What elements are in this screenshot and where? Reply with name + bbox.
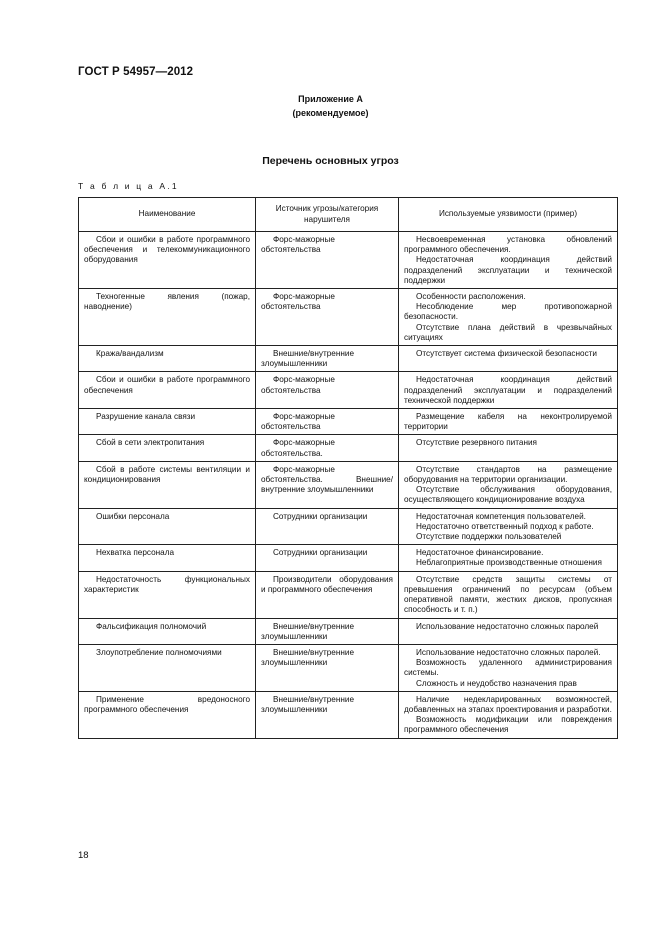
vulnerabilities-cell xyxy=(399,644,618,691)
threat-source-cell: Внешние/внутренние злоумышленники xyxy=(256,618,399,644)
threat-name-cell: Сбой в работе системы вентиляции и кондиционирования xyxy=(79,461,256,508)
table-row xyxy=(79,691,618,738)
threat-source-cell: Форс-мажорные обстоятельства. Внешние/внутренние злоумышленники xyxy=(256,461,399,508)
table-row xyxy=(79,461,618,508)
table-row xyxy=(79,508,618,545)
table-row xyxy=(79,289,618,346)
table-row xyxy=(79,372,618,409)
vulnerability-item: Использование недостаточно сложных паролей xyxy=(416,621,599,631)
vulnerabilities-cell xyxy=(399,232,618,289)
threats-table xyxy=(78,197,618,739)
threat-source-cell: Форс-мажорные обстоятельства xyxy=(256,232,399,289)
page-title: Перечень основных угроз xyxy=(262,155,399,167)
vulnerabilities-cell xyxy=(399,508,618,545)
vulnerabilities-cell xyxy=(399,346,618,372)
vulnerability-item: Отсутствует система физической безопасности xyxy=(416,349,598,359)
vulnerability-item: Недостаточное финансирование. xyxy=(416,548,544,558)
table-header-row xyxy=(79,198,618,232)
column-header-source: Источник угрозы/категория нарушителя xyxy=(256,198,399,232)
appendix-title: Приложение А xyxy=(298,94,363,104)
threat-name-cell: Ошибки персонала xyxy=(79,508,256,545)
table-label: Т а б л и ц а А.1 xyxy=(78,181,179,191)
threat-name-cell: Техногенные явления (пожар, наводнение) xyxy=(79,289,256,346)
threat-name-cell: Применение вредоносного программного обеспечения xyxy=(79,691,256,738)
page-number: 18 xyxy=(78,850,89,861)
threat-name-cell: Сбои и ошибки в работе программного обеспечения xyxy=(79,372,256,409)
table-row xyxy=(79,618,618,644)
threat-name-cell: Кража/вандализм xyxy=(79,346,256,372)
threat-source-cell: Сотрудники организации xyxy=(256,508,399,545)
threat-name-cell: Злоупотребление полномочиями xyxy=(79,644,256,691)
threat-source-cell: Сотрудники организации xyxy=(256,545,399,571)
threat-name-cell: Фальсификация полномочий xyxy=(79,618,256,644)
vulnerability-item: Возможность модификации или повреждения программного обеспечения xyxy=(404,715,612,735)
vulnerabilities-cell xyxy=(399,372,618,409)
vulnerabilities-cell xyxy=(399,618,618,644)
threat-source-cell: Производители оборудования и программного обеспечения xyxy=(256,571,399,618)
table-row xyxy=(79,232,618,289)
threat-source-cell: Форс-мажорные обстоятельства xyxy=(256,409,399,435)
vulnerability-item: Использование недостаточно сложных паролей. xyxy=(416,647,601,657)
vulnerabilities-cell xyxy=(399,461,618,508)
vulnerability-item: Несвоевременная установка обновлений программного обеспечения. xyxy=(404,235,612,255)
table-row xyxy=(79,435,618,461)
table-row xyxy=(79,409,618,435)
threat-source-cell: Форс-мажорные обстоятельства xyxy=(256,289,399,346)
threat-name-cell: Недостаточность функциональных характеристик xyxy=(79,571,256,618)
vulnerability-item: Наличие недекларированных возможностей, добавленных на этапах проектирования и разработки. xyxy=(404,694,612,714)
column-header-name: Наименование xyxy=(79,198,256,232)
threat-source-cell: Внешние/внутренние злоумышленники xyxy=(256,644,399,691)
threat-name-cell: Сбой в сети электропитания xyxy=(79,435,256,461)
table-row xyxy=(79,571,618,618)
vulnerability-item: Отсутствие плана действий в чрезвычайных ситуациях xyxy=(404,322,612,342)
vulnerability-item: Сложность и неудобство назначения прав xyxy=(416,678,577,688)
vulnerabilities-cell xyxy=(399,289,618,346)
vulnerabilities-cell xyxy=(399,571,618,618)
column-header-vulnerabilities: Используемые уязвимости (пример) xyxy=(399,198,618,232)
vulnerability-item: Отсутствие стандартов на размещение оборудования на территории организации. xyxy=(404,464,612,485)
vulnerability-item: Недостаточно ответственный подход к работе. xyxy=(416,521,594,531)
vulnerabilities-cell xyxy=(399,691,618,738)
threat-source-cell: Внешние/внутренние злоумышленники xyxy=(256,346,399,372)
table-row xyxy=(79,346,618,372)
vulnerability-item: Несоблюдение мер противопожарной безопасности. xyxy=(404,302,612,322)
vulnerability-item: Особенности расположения. xyxy=(416,292,526,302)
threat-source-cell: Форс-мажорные обстоятельства. xyxy=(256,435,399,461)
threat-name-cell: Нехватка персонала xyxy=(79,545,256,571)
threat-name-cell: Разрушение канала связи xyxy=(79,409,256,435)
vulnerabilities-cell xyxy=(399,545,618,571)
vulnerabilities-cell xyxy=(399,435,618,461)
table-row xyxy=(79,545,618,571)
threat-source-cell: Форс-мажорные обстоятельства xyxy=(256,372,399,409)
vulnerability-item: Недостаточная компетенция пользователей. xyxy=(416,511,586,521)
vulnerability-item: Отсутствие поддержки пользователей xyxy=(416,532,562,542)
vulnerability-item: Недостаточная координация действий подразделений эксплуатации и технической поддержки xyxy=(404,255,612,285)
vulnerabilities-cell xyxy=(399,409,618,435)
vulnerability-item: Недостаточная координация действий подразделений эксплуатации и подразделений технической поддержки xyxy=(404,375,612,405)
table-body xyxy=(79,232,618,739)
vulnerability-item: Отсутствие резервного питания xyxy=(416,438,537,448)
vulnerability-item: Отсутствие средств защиты системы от превышения ограничений по ресурсам (объем оперативной памяти, жестких дисков, пропускная способность и т. п.) xyxy=(404,574,612,615)
vulnerability-item: Размещение кабеля на неконтролируемой территории xyxy=(404,412,612,432)
vulnerability-item: Возможность удаленного администрирования системы. xyxy=(404,658,612,678)
threat-source-cell: Внешние/внутренние злоумышленники xyxy=(256,691,399,738)
appendix-subtitle: (рекомендуемое) xyxy=(292,108,369,118)
document-header: ГОСТ Р 54957—2012 xyxy=(78,66,194,78)
vulnerability-item: Отсутствие обслуживания оборудования, осуществляющего кондиционирование воздуха xyxy=(404,485,612,505)
threat-name-cell: Сбои и ошибки в работе программного обеспечения и телекоммуникационного оборудования xyxy=(79,232,256,289)
table-row xyxy=(79,644,618,691)
vulnerability-item: Неблагоприятные производственные отношения xyxy=(416,558,602,568)
